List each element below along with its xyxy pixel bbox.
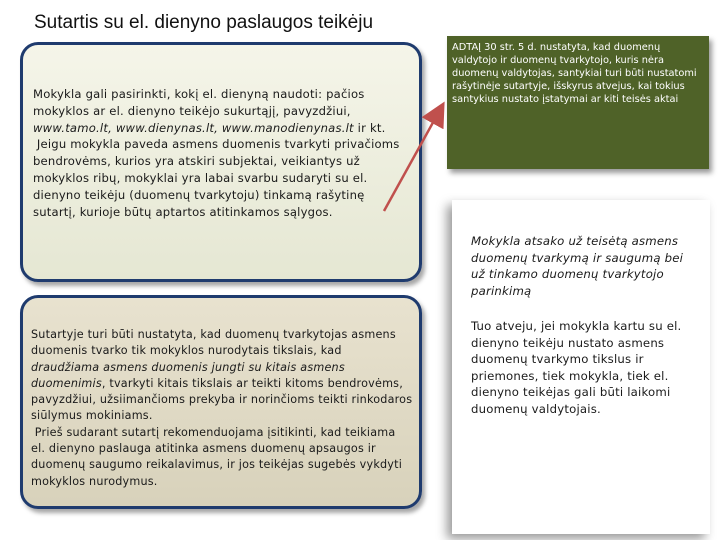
contract-terms-paragraph: Sutartyje turi būti nustatyta, kad duomenų tvarkytojas asmens duomenis tvarko tik mokyklos nurodytais tikslais, kad draudžiama asmens duomenis jungti su kitais asmens duomenimis, tvarkyti kitais tikslais ar teikti kitoms bendrovėms, pavyzdžiui, užsiimančioms prekyba ir norinčioms teikti rinkodaros siūlymus mokiniams. xyxy=(31,328,413,423)
data-merge-prohibition: draudžiama asmens duomenis jungti su kitais asmens duomenimis xyxy=(31,360,345,390)
arrow-line xyxy=(384,108,441,211)
adtaj-note-text: ADTAĮ 30 str. 5 d. nustatyta, kad duomenų valdytojo ir duomenų tvarkytojo, kuris nėra duomenų valdytojas, santykiai turi būti nustatomi rašytinėje sutartyje, išskyrus atvejus, kai tokius santykius nustato įstatymai ar kiti teisės aktai xyxy=(452,42,697,106)
recommendation-paragraph: Prieš sudarant sutartį rekomenduojama įsitikinti, kad teikiama el. dienyno paslauga atitinka asmens duomenų apsaugos ir duomenų saugumo reikalavimus, ir jos teikėjas sugebės vykdyti mokyklos nurodymus. xyxy=(31,425,403,488)
slide-title: Sutartis su el. dienyno paslaugos teikėju xyxy=(34,12,374,33)
joint-controller-text: Tuo atveju, jei mokykla kartu su el. dienyno teikėju nustato asmens duomenų tvarkymo tikslus ir priemones, tiek mokykla, tiek el. dienyno teikėjas gali būti laikomi duomenų valdytojais. xyxy=(471,319,682,416)
contract-requirement-paragraph: Jeigu mokykla paveda asmens duomenis tvarkyti privačioms bendrovėms, kurios yra atskiri subjektai, veikiantys už mokyklos ribų, mokyklai yra labai svarbu sudaryti su el. dienyno teikėju (duomenų tvarkytoju) tinkamą rašytinę sutartį, kurioje būtų aptartos atitinkamos sąlygos. xyxy=(33,137,400,219)
diary-websites: www.tamo.lt, www.dienynas.lt, www.manodienynas.lt xyxy=(33,120,354,135)
school-choice-paragraph: Mokykla gali pasirinkti, kokį el. dienyną naudoti: pačios mokyklos ar el. dienyno teikėjo sukurtąjį, pavyzdžiui, www.tamo.lt, www.dienynas.lt, www.manodienynas.lt ir kt. xyxy=(33,87,386,135)
school-responsibility-text: Mokykla atsako už teisėtą asmens duomenų tvarkymą ir saugumą bei už tinkamo duomenų tvarkytojo parinkimą xyxy=(471,234,684,298)
